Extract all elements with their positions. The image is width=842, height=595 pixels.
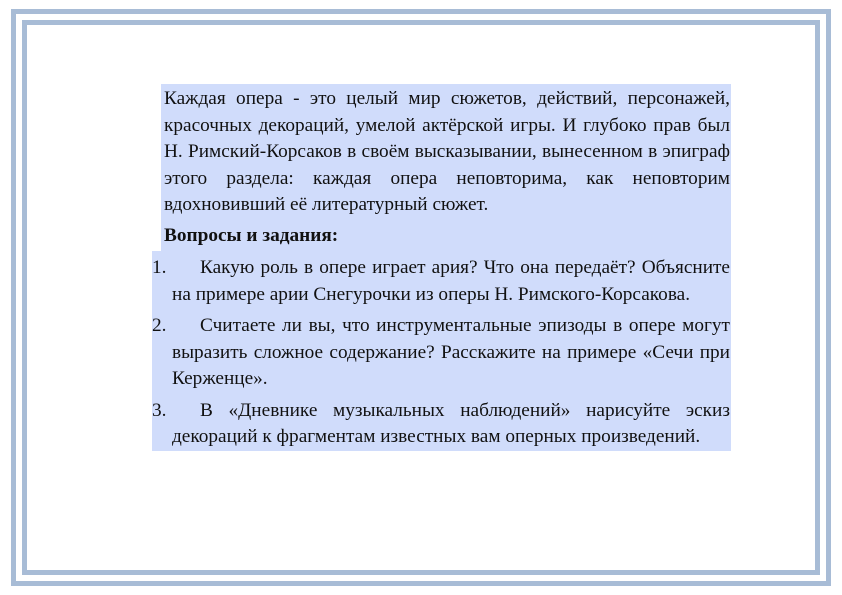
question-text: Какую роль в опере играет ария? Что она передаёт? Объясните на примере арии Снегурочки из оперы Н. Римского-Корсакова. (172, 257, 730, 305)
question-item (152, 398, 730, 451)
question-text: Считаете ли вы, что инструментальные эпизоды в опере могут выразить сложное содержание? Расскажите на примере «Сечи при Керженце». (172, 315, 730, 389)
intro-paragraph: Каждая опера - это целый мир сюжетов, действий, персонажей, красочных декораций, умелой актёрской игры. И глубоко прав был Н. Римский-Корсаков в своём высказывании, вынесенном в эпиграф этого раздела: каждая опера неповторима, как неповторим вдохновивший её литературный сюжет. (161, 84, 731, 221)
question-number: 2. (152, 315, 167, 336)
question-item (152, 313, 730, 393)
question-number: 1. (152, 257, 167, 278)
question-text: В «Дневнике музыкальных наблюдений» нарисуйте эскиз декораций к фрагментам известных вам оперных произведений. (172, 399, 730, 447)
question-item (152, 255, 730, 308)
questions-heading: Вопросы и задания: (161, 221, 731, 252)
question-number: 3. (152, 399, 167, 421)
questions-list (152, 251, 731, 451)
slide-content (152, 84, 731, 456)
